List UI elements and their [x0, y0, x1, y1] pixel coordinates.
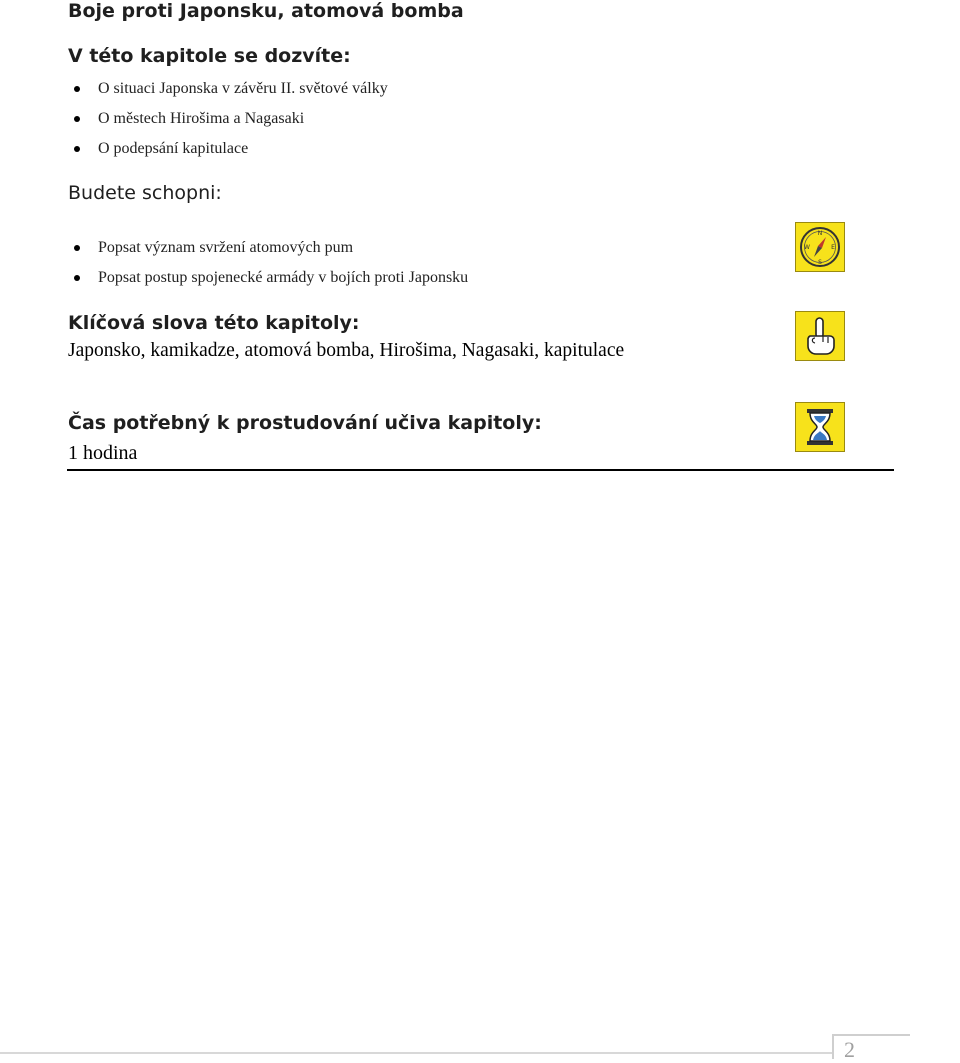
skills-heading: Budete schopni: [68, 182, 222, 204]
list-item-label: O situaci Japonska v závěru II. světové války [98, 80, 388, 97]
svg-text:E: E [831, 244, 835, 251]
hourglass-icon [795, 402, 845, 452]
list-item-label: Popsat význam svržení atomových pum [98, 239, 354, 256]
list-item [68, 134, 388, 164]
bullet-icon [74, 116, 80, 122]
goals-list [68, 74, 388, 164]
bullet-icon [74, 86, 80, 92]
list-item-label: Popsat postup spojenecké armády v bojích proti Japonsku [98, 269, 469, 286]
bullet-icon [74, 146, 80, 152]
page-number: 2 [844, 1037, 855, 1062]
skills-list [68, 233, 468, 293]
bullet-icon [74, 275, 80, 281]
section-divider [67, 469, 894, 471]
list-item-label: O podepsání kapitulace [98, 140, 249, 157]
pointing-finger-icon [795, 311, 845, 361]
list-item [68, 74, 388, 104]
time-heading: Čas potřebný k prostudování učiva kapitoly: [68, 412, 542, 434]
list-item [68, 263, 468, 293]
bullet-icon [74, 245, 80, 251]
svg-text:S: S [818, 259, 822, 266]
list-item [68, 233, 468, 263]
svg-text:N: N [817, 230, 823, 237]
compass-icon [795, 222, 845, 272]
list-item-label: O městech Hirošima a Nagasaki [98, 110, 305, 127]
keywords-heading: Klíčová slova této kapitoly: [68, 312, 360, 334]
footer-line [0, 1052, 832, 1054]
goals-heading: V této kapitole se dozvíte: [68, 45, 351, 67]
keywords-text: Japonsko, kamikadze, atomová bomba, Hirošima, Nagasaki, kapitulace [68, 340, 625, 361]
list-item [68, 104, 388, 134]
svg-text:W: W [804, 244, 810, 251]
study-time-text: 1 hodina [68, 442, 138, 464]
chapter-title: Boje proti Japonsku, atomová bomba [68, 0, 464, 22]
